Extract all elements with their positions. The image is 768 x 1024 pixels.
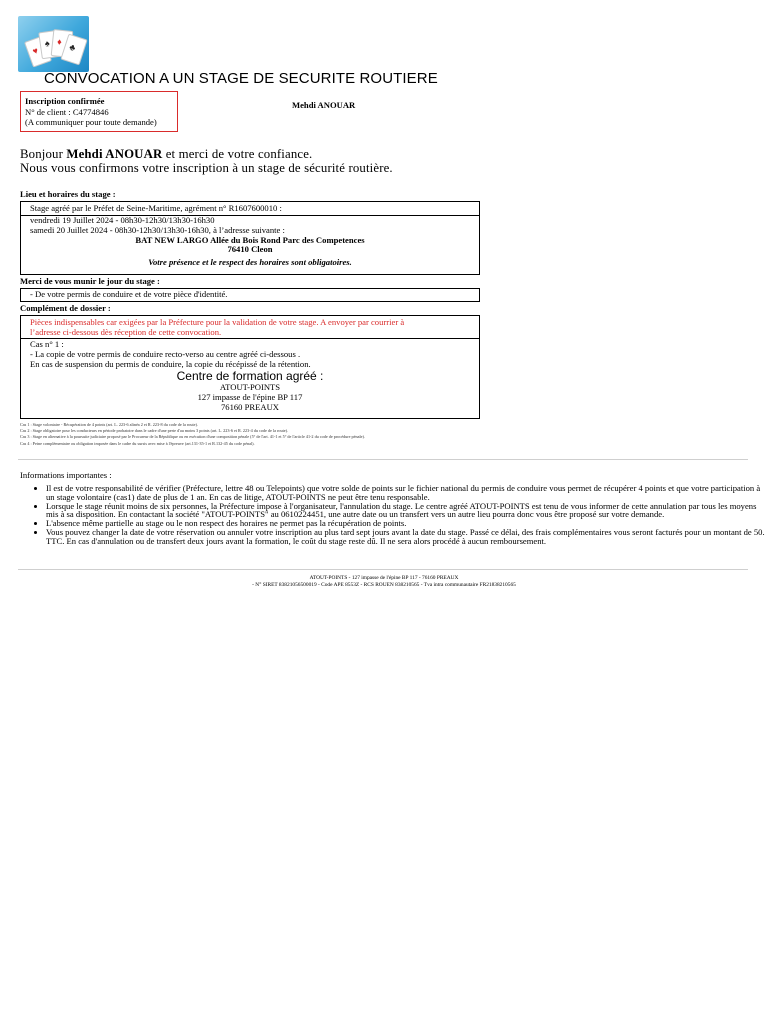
centre-street: 127 impasse de l'épine BP 117 [197,392,303,403]
inscription-note: (A communiquer pour toute demande) [25,117,157,127]
legal-line: Cas 2 : Stage obligatoire pour les conducteurs en période probatoire dans le cadre d'une perte d'au moins 3 points (art. L. 223-6 et R. 223-4 du code de la route). [20,428,289,434]
footer-line1: ATOUT-POINTS - 127 impasse de l'épine BP 117 - 76160 PREAUX [309,575,459,581]
complement-red-line1: Pièces indispensables car exigées par la Préfecture pour la validation de votre stage. A envoyer par courrier à [30,317,405,327]
client-number: N° de client : C4774846 [25,106,109,117]
legal-line: Cas 3 : Stage en alternative à la poursuite judiciaire proposé par le Procureur de la République ou en exécution d'une composition pénale (5° de l'art. 41-1 et 5° de l'article 41-2 du code de procédure pénale). [20,434,365,440]
complement-cas-box [20,338,480,419]
cas-number: Cas n° 1 : [30,339,64,349]
divider [18,459,748,460]
footer-line2: - N° SIRET 83821056500019 - Code APE 8553Z - RCS ROUEN 838210565 - Tva intra communautaire FR21838210565 [252,582,516,588]
info-list [28,484,766,546]
munir-box [20,288,480,302]
agrement-box [20,201,480,216]
schedule-date2: samedi 20 Juillet 2024 - 08h30-12h30/13h30-16h30, à l’adresse suivante : [30,224,285,235]
greeting [20,148,393,175]
greeting-line1 [20,148,393,162]
cas-line1: - La copie de votre permis de conduire recto-verso au centre agréé ci-dessous . [30,348,301,359]
lieu-heading: Lieu et horaires du stage : [20,189,116,199]
presence-notice: Votre présence et le respect des horaires sont obligatoires. [148,257,352,268]
munir-heading: Merci de vous munir le jour du stage : [20,276,160,286]
divider [18,569,748,570]
greeting-prefix: Bonjour [20,147,67,161]
info-bullet: • Lorsque le stage réunit moins de six personnes, la Préfecture impose à l'organisateur, l'annulation du stage. Le centre agréé ATOUT-POINTS est tenu de vous informer de cette annulation par tous les moyens mis à sa disposition. En contactant la société "ATOUT-POINTS" au 0610224451, une autre date ou un transfert vers un autre lieu pourra donc vous être proposé sur votre demande. [46,502,766,520]
schedule-box [20,215,480,275]
centre-city: 76160 PREAUX [220,401,279,412]
complement-red-line2: l’adresse ci-dessous dès réception de cette convocation. [30,326,222,337]
inscription-heading: Inscription confirmée [25,96,105,106]
agrement-text: Stage agréé par le Préfet de Seine-Maritime, agrément n° R1607600010 : [30,203,282,213]
address-line2: 76410 Cleon [227,244,273,255]
info-bullet: • Il est de votre responsabilité de vérifier (Préfecture, lettre 48 ou Telepoints) que votre solde de points sur le fichier national du permis de conduire vous permet de récupérer 4 points et que votre participation à un stage volontaire (cas1) date de plus de 1 an. En cas de litige, ATOUT-POINTS ne peut être tenu responsable. [46,484,766,502]
info-heading: Informations importantes : [20,470,112,480]
munir-item: - De votre permis de conduire et de votre pièce d'identité. [30,289,228,299]
complement-red-box [20,315,480,339]
centre-heading: Centre de formation agréé : [176,369,324,384]
info-bullet: • Vous pouvez changer la date de votre réservation ou annuler votre inscription au plus tard sept jours avant la date du stage. Passé ce délai, des frais complémentaires vous seront facturés pour un montant de 50. TTC. En cas d'annulation ou de transfert deux jours avant la formation, le coût du stage reste dû. Il ne sera alors procédé à aucun remboursement. [46,528,766,546]
inscription-box [20,91,178,132]
complement-heading: Complément de dossier : [20,303,111,313]
legal-line: Cas 1 : Stage volontaire - Récupération de 4 points (art. L. 223-6 alinéa 2 et R. 223-8 du code de la route). [20,422,198,427]
playing-cards-logo-icon: ♥ ♠ ♦ ♣ [18,16,89,72]
greeting-suffix: et merci de votre confiance. [162,147,313,161]
legal-notes [20,422,760,447]
greeting-line2: Nous vous confirmons votre inscription à un stage de sécurité routière. [20,160,393,175]
cas-line2: En cas de suspension du permis de conduire, la copie du récépissé de la rétention. [30,358,311,369]
page-title: CONVOCATION A UN STAGE DE SECURITE ROUTIERE [44,70,438,87]
greeting-name: Mehdi ANOUAR [66,147,163,161]
schedule-date1: vendredi 19 Juillet 2024 - 08h30-12h30/13h30-16h30 [30,215,215,225]
info-bullet: • L'absence même partielle au stage ou le non respect des horaires ne permet pas la récupération de points. [46,519,766,528]
footer [0,575,768,589]
centre-name: ATOUT-POINTS [219,382,281,393]
client-name: Mehdi ANOUAR [292,100,356,110]
legal-line: Cas 4 : Peine complémentaire ou obligation imposée dans le cadre du sursis avec mise à l'épreuve (art.131-35-1 et R.132-45 du code pénal). [20,440,255,446]
address-line1: BAT NEW LARGO Allée du Bois Rond Parc des Competences [135,234,365,245]
